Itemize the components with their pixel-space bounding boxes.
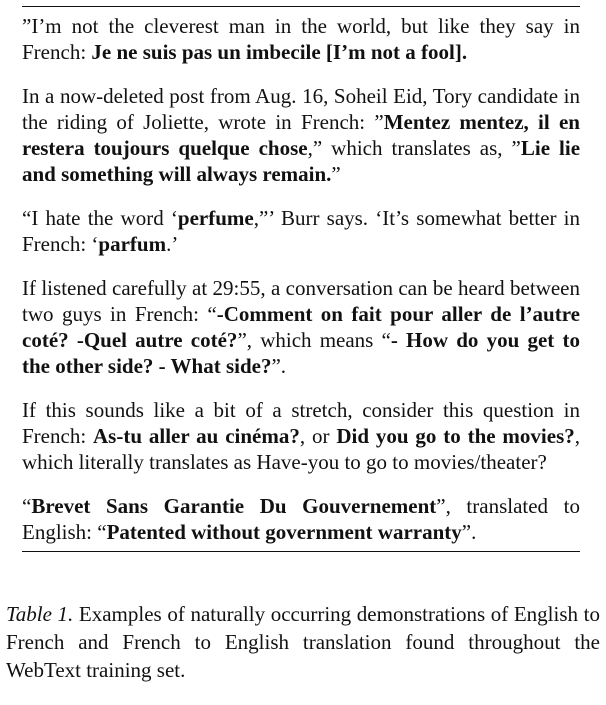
example-4 bbox=[22, 275, 580, 379]
example-6-text-c: ”. bbox=[461, 520, 477, 544]
example-2 bbox=[22, 83, 580, 187]
example-3-bold-b: parfum bbox=[98, 232, 167, 256]
example-1 bbox=[22, 13, 580, 65]
example-2-bold-a: Mentez mentez, il en restera toujours quelque chose bbox=[22, 110, 580, 160]
example-3-text-c: .’ bbox=[166, 232, 179, 256]
example-6-bold-a: Brevet Sans Garantie Du Gouvernement bbox=[31, 494, 437, 518]
example-3-bold-a: perfume bbox=[177, 206, 254, 230]
example-3-text-a: “I hate the word ‘ bbox=[22, 206, 178, 230]
table-caption bbox=[6, 600, 600, 684]
table-bottom-rule bbox=[22, 551, 580, 552]
example-2-text-a: In a now-deleted post from Aug. 16, Soheil Eid, Tory candidate in the riding of Joliette, wrote in French: ” bbox=[22, 84, 580, 134]
example-5-bold-b: Did you go to the movies? bbox=[336, 424, 575, 448]
example-4-text-c: ”. bbox=[271, 354, 287, 378]
example-6 bbox=[22, 493, 580, 545]
example-4-text-a: If listened carefully at 29:55, a conversation can be heard between two guys in French: “ bbox=[22, 276, 580, 326]
example-5-text-a: If this sounds like a bit of a stretch, consider this question in French: bbox=[22, 398, 580, 448]
example-2-text-c: ” bbox=[331, 162, 341, 186]
example-5-bold-a: As-tu aller au cinéma? bbox=[93, 424, 300, 448]
example-6-text-b: ”, translated to English: “ bbox=[22, 494, 580, 544]
example-4-bold-b: - How do you get to the other side? - What side? bbox=[22, 328, 580, 378]
example-5 bbox=[22, 397, 580, 475]
example-1-bold: Je ne suis pas un imbecile [I’m not a fool]. bbox=[91, 40, 468, 64]
examples-table bbox=[22, 6, 580, 552]
example-3 bbox=[22, 205, 580, 257]
table-top-rule bbox=[22, 6, 580, 7]
caption-text: Examples of naturally occurring demonstrations of English to French and French to English translation found throughout the WebText training set. bbox=[6, 602, 600, 682]
example-5-text-c: , which literally translates as Have-you to go to movies/theater? bbox=[22, 424, 581, 474]
caption-label: Table 1. bbox=[6, 602, 74, 626]
example-2-text-b: ,” which translates as, ” bbox=[307, 136, 521, 160]
example-6-bold-b: Patented without government warranty bbox=[106, 520, 462, 544]
example-4-bold-a: -Comment on fait pour aller de l’autre coté? -Quel autre coté? bbox=[22, 302, 580, 352]
example-3-text-b: ,”’ Burr says. ‘It’s somewhat better in French: ‘ bbox=[22, 206, 580, 256]
example-1-text: ”I’m not the cleverest man in the world, but like they say in French: bbox=[22, 14, 580, 64]
example-4-text-b: ”, which means “ bbox=[237, 328, 391, 352]
example-6-text-a: “ bbox=[22, 494, 32, 518]
example-5-text-b: , or bbox=[299, 424, 337, 448]
example-2-bold-b: Lie lie and something will always remain. bbox=[22, 136, 581, 186]
